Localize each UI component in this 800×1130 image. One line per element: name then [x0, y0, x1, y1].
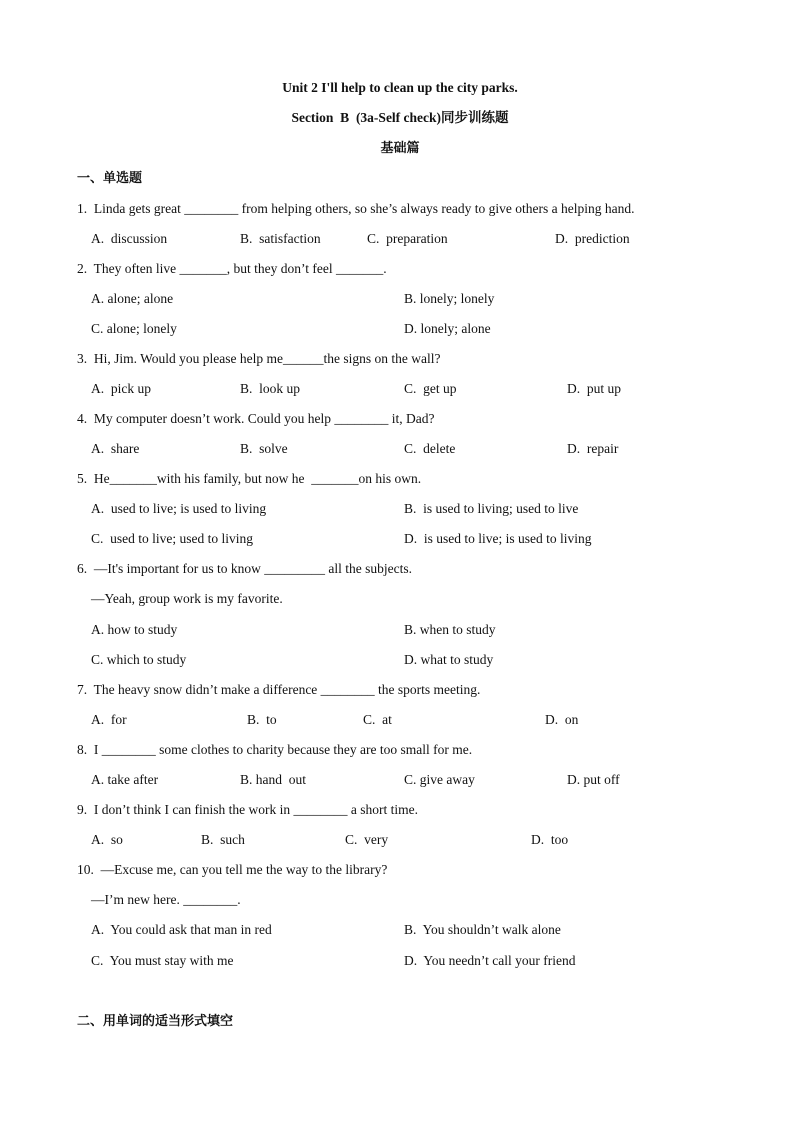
question-4-option-c[interactable]: C. delete [404, 441, 456, 456]
question-9-stem: 9. I don’t think I can finish the work in ________ a short time. [77, 802, 418, 817]
question-10-option-c[interactable]: C. You must stay with me [91, 953, 234, 968]
question-3-option-d[interactable]: D. put up [567, 381, 621, 396]
question-3-option-c[interactable]: C. get up [404, 381, 457, 396]
document-title: Unit 2 I'll help to clean up the city parks. [282, 80, 518, 95]
question-5-option-b[interactable]: B. is used to living; used to live [404, 501, 579, 516]
question-6-stem-reply: —Yeah, group work is my favorite. [91, 591, 283, 606]
question-5-option-d[interactable]: D. is used to live; is used to living [404, 531, 592, 546]
question-4-option-d[interactable]: D. repair [567, 441, 619, 456]
question-1-option-c[interactable]: C. preparation [367, 231, 448, 246]
section-heading-fill-in-blanks: 二、用单词的适当形式填空 [77, 1014, 234, 1029]
question-10-option-d[interactable]: D. You needn’t call your friend [404, 953, 576, 968]
question-6-option-d[interactable]: D. what to study [404, 652, 494, 667]
section-heading-multiple-choice: 一、单选题 [77, 171, 143, 186]
question-8-stem: 8. I ________ some clothes to charity because they are too small for me. [77, 742, 473, 757]
question-1-option-a[interactable]: A. discussion [91, 231, 168, 246]
question-10-stem: 10. —Excuse me, can you tell me the way to the library? [77, 862, 388, 877]
question-8-option-c[interactable]: C. give away [404, 772, 475, 787]
question-6-stem: 6. —It's important for us to know _________ all the subjects. [77, 561, 413, 576]
question-2-option-c[interactable]: C. alone; lonely [91, 321, 177, 336]
question-4-option-a[interactable]: A. share [91, 441, 140, 456]
question-5-option-a[interactable]: A. used to live; is used to living [91, 501, 267, 516]
question-7-option-a[interactable]: A. for [91, 712, 127, 727]
question-7-option-c[interactable]: C. at [363, 712, 392, 727]
question-9-option-a[interactable]: A. so [91, 832, 123, 847]
question-8-option-b[interactable]: B. hand out [240, 772, 306, 787]
document-subtitle: Section B (3a-Self check)同步训练题 [291, 110, 509, 125]
difficulty-level: 基础篇 [380, 141, 420, 156]
question-2-option-d[interactable]: D. lonely; alone [404, 321, 491, 336]
question-1-option-b[interactable]: B. satisfaction [240, 231, 321, 246]
question-1-option-d[interactable]: D. prediction [555, 231, 630, 246]
question-5-stem: 5. He_______with his family, but now he _______on his own. [77, 471, 422, 486]
question-6-option-c[interactable]: C. which to study [91, 652, 187, 667]
question-10-option-a[interactable]: A. You could ask that man in red [91, 922, 272, 937]
question-1-stem: 1. Linda gets great ________ from helping others, so she’s always ready to give others a helping hand. [77, 201, 635, 216]
question-9-option-b[interactable]: B. such [201, 832, 245, 847]
question-3-option-b[interactable]: B. look up [240, 381, 301, 396]
question-3-stem: 3. Hi, Jim. Would you please help me______the signs on the wall? [77, 351, 441, 366]
question-2-option-a[interactable]: A. alone; alone [91, 291, 174, 306]
question-4-option-b[interactable]: B. solve [240, 441, 288, 456]
question-2-stem: 2. They often live _______, but they don’t feel _______. [77, 261, 387, 276]
question-8-option-d[interactable]: D. put off [567, 772, 620, 787]
question-5-option-c[interactable]: C. used to live; used to living [91, 531, 253, 546]
question-9-option-c[interactable]: C. very [345, 832, 389, 847]
question-8-option-a[interactable]: A. take after [91, 772, 159, 787]
question-7-option-d[interactable]: D. on [545, 712, 579, 727]
question-9-option-d[interactable]: D. too [531, 832, 569, 847]
question-6-option-b[interactable]: B. when to study [404, 622, 496, 637]
question-7-stem: 7. The heavy snow didn’t make a difference ________ the sports meeting. [77, 682, 481, 697]
question-10-stem-reply: —I’m new here. ________. [91, 892, 241, 907]
question-4-stem: 4. My computer doesn’t work. Could you help ________ it, Dad? [77, 411, 435, 426]
question-10-option-b[interactable]: B. You shouldn’t walk alone [404, 922, 561, 937]
question-6-option-a[interactable]: A. how to study [91, 622, 178, 637]
question-2-option-b[interactable]: B. lonely; lonely [404, 291, 495, 306]
question-3-option-a[interactable]: A. pick up [91, 381, 151, 396]
question-7-option-b[interactable]: B. to [247, 712, 277, 727]
